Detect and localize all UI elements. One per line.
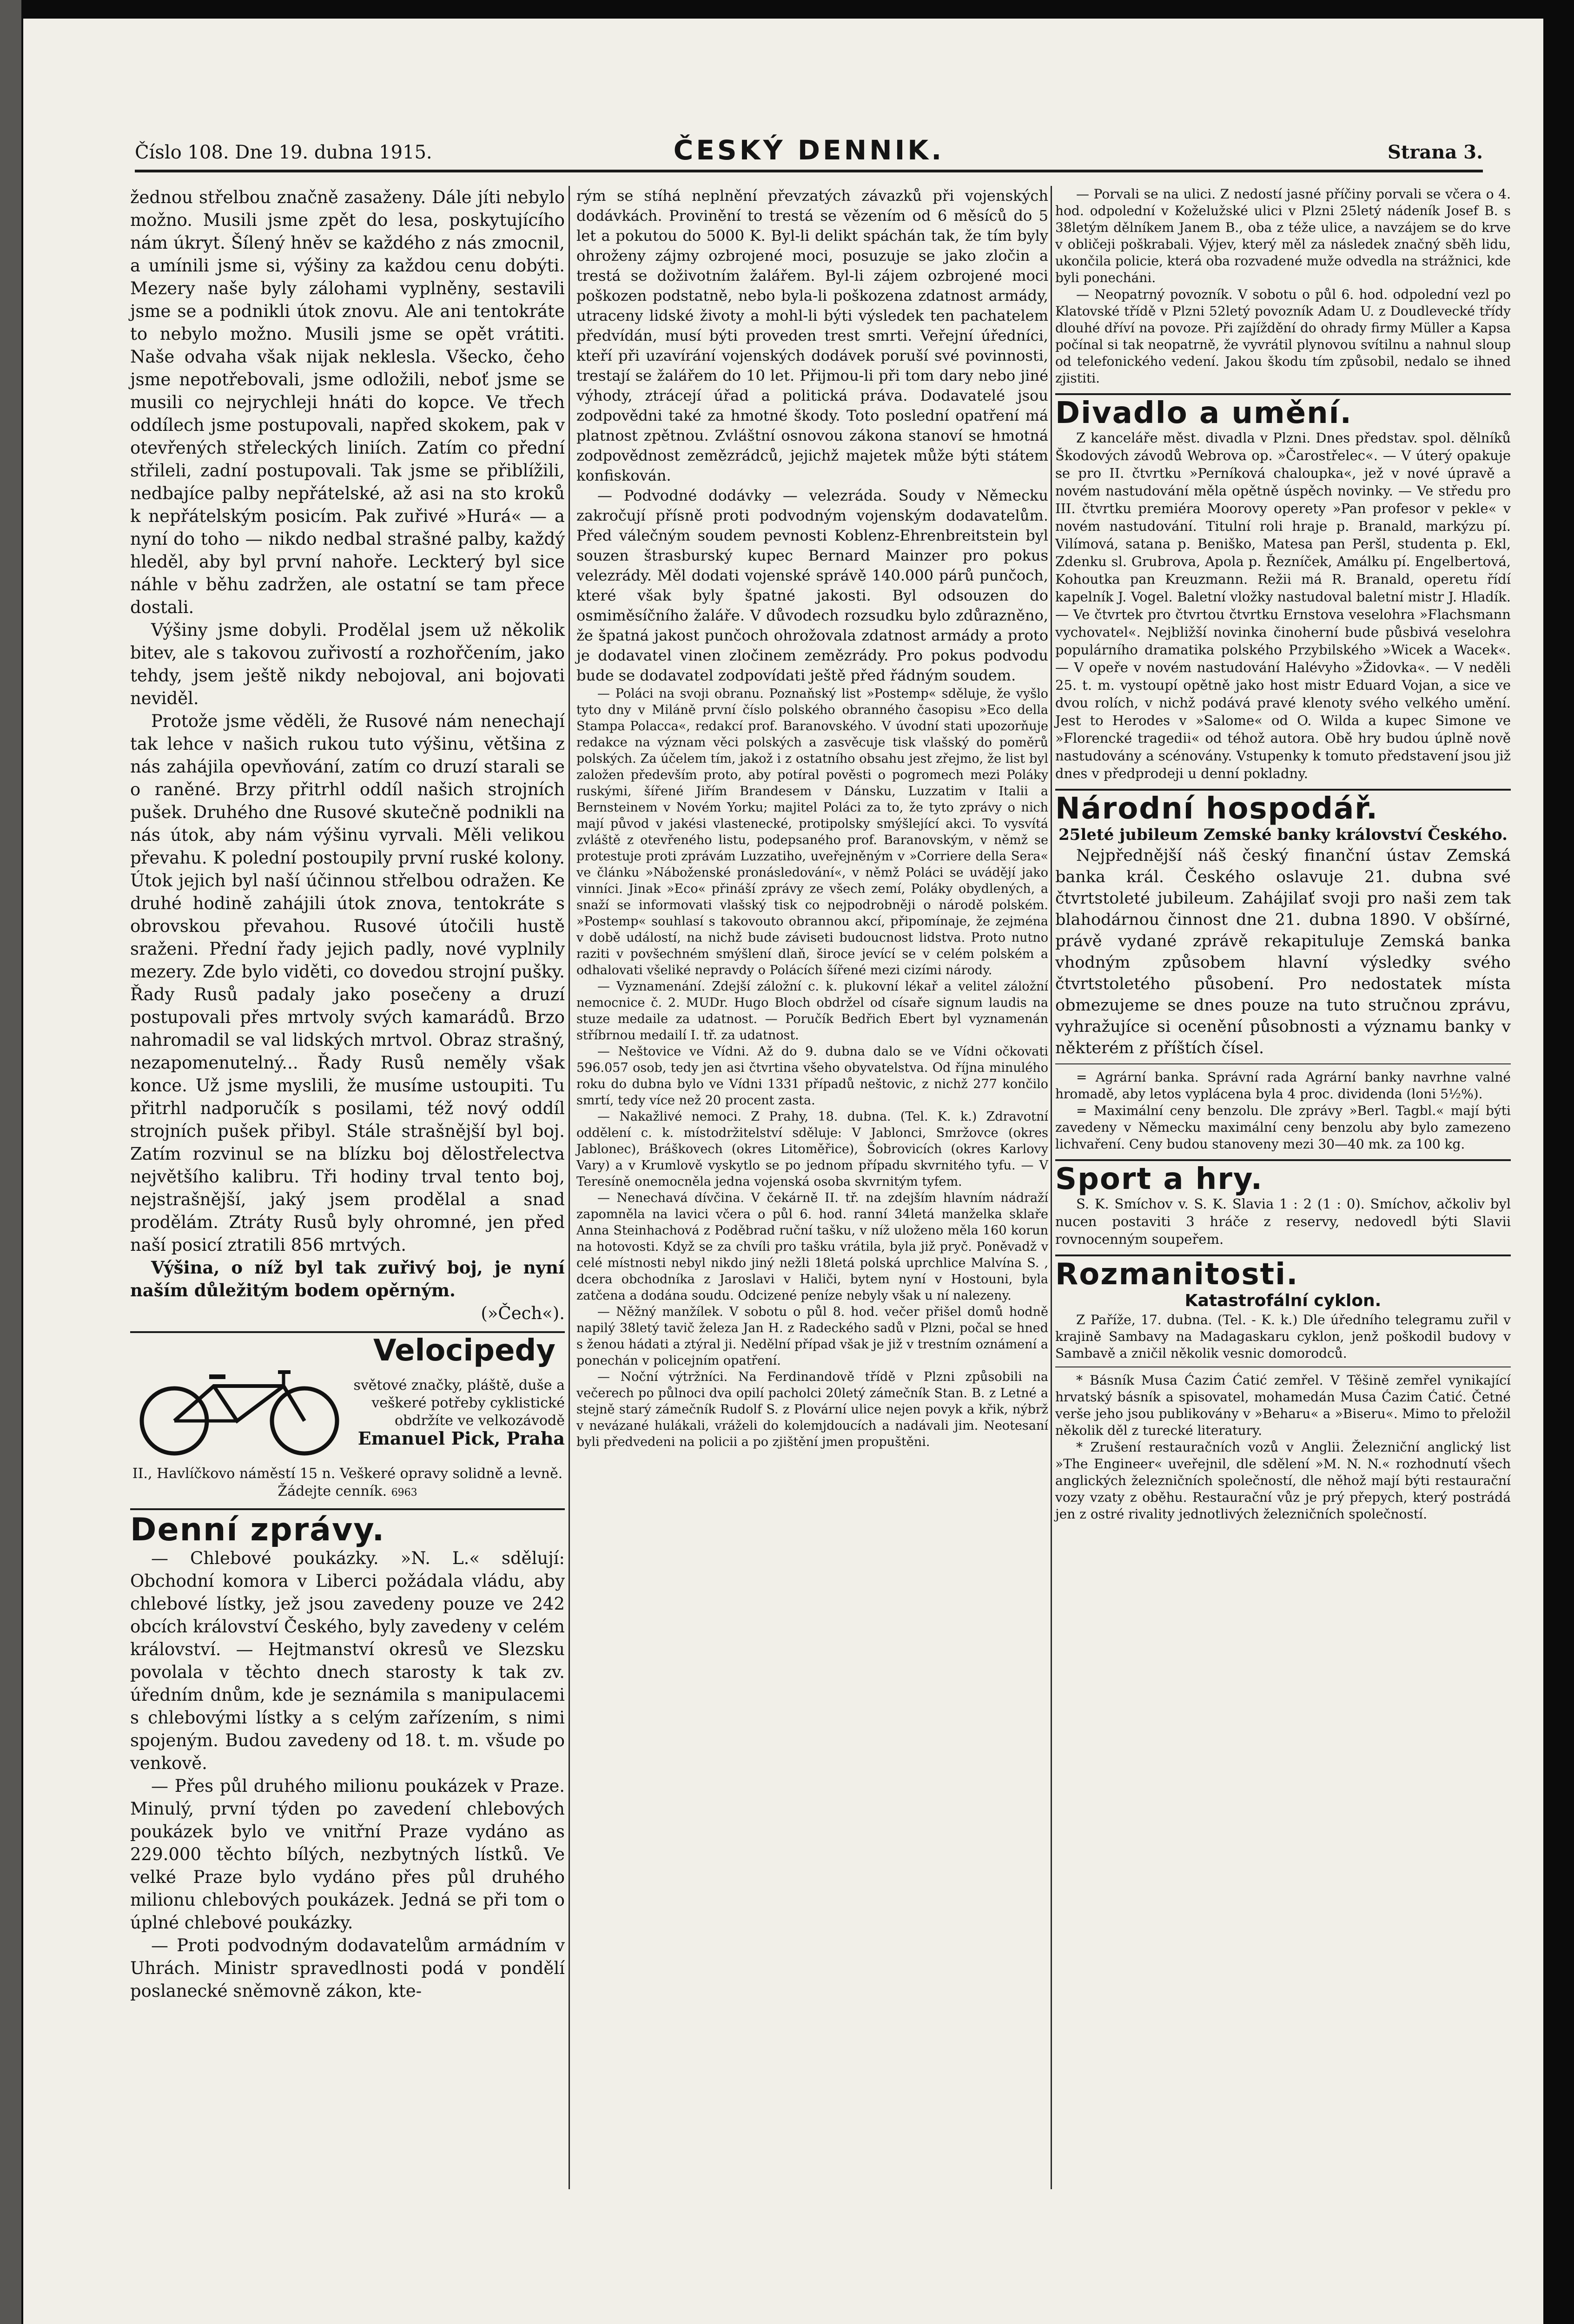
- column-3: [1055, 186, 1511, 1523]
- news-item: — Porvali se na ulici. Z nedostí jasné příčiny porvali se včera o 4. hod. odpolední v Koželužské ulici v Plzni 25letý nádeník Josef B. s 38letým dělníkem Janem B., oba z téže ulice, a navzájem se do krve v obličeji poškrabali. Výjev, který měl za následek značný sběh lidu, ukončila policie, která oba rozvadené muže odvedla na strážnici, kde byli ponecháni.: [1055, 186, 1511, 285]
- news-item: rým se stíhá neplnění převzatých závazků při vojenských dodávkách. Provinění to trestá se vězením od 6 měsíců do 5 let a pokutou do 5000 K. Byl-li delikt spáchán tak, že tím byly ohroženy zájmy ozbrojené moci, posuzuje se jako zločin a trestá se doživotním žalářem. Byl-li zájem ozbrojené moci poškozen podstatně, nebo byla-li poškozena zdatnost armády, utraceny lidské životy a mohl-li býti výsledek ten pachatelem předvídán, musí býti proveden trest smrti. Veřejní úředníci, kteří při uzavírání vojenských dodávek poruší své povinnosti, trestají se žalářem do 10 let. Přijmou-li při tom dary nebo jiné výhody, ztrácejí úřad a politická práva. Dodavatelé jsou zodpovědni také za hmotné škody. Toto poslední opatření má platnost zpětnou. Zvláštní osnovou zákona stanoví se hmotná zodpovědnost zemězrádců, jejichž majetek může býti státem konfiskován.: [576, 187, 1048, 484]
- ad-code: 6963: [391, 1487, 417, 1499]
- divider: [1055, 789, 1511, 791]
- issue-info: Číslo 108. Dne 19. dubna 1915.: [135, 142, 432, 163]
- newspaper-page: [23, 19, 1543, 2324]
- news-item: — Něžný manžílek. V sobotu o půl 8. hod. večer přišel domů hodně napilý 38letý tavič železa Jan H. z Radeckého sadů v Plzni, počal se hned s ženou hádati a ztýral ji. Nedělní případ však je již v trestním oznámení a ponechán v policejním opatření.: [576, 1305, 1048, 1368]
- ad-address: [130, 1465, 565, 1502]
- theatre-news: Z kanceláře měst. divadla v Plzni. Dnes představ. spol. dělníků Škodových závodů Webrova op. »Čarostřelec«. — V úterý opakuje se pro II. čtvrtku »Perníková chaloupka«, jež v nové úpravě a novém nastudování měla opětně úspěch novinky. — Ve středu pro III. čtvrtku premiéra Moorovy operety »Pan profesor v pekle« v novém nastudování. Titulní roli hraje p. Branald, markýzu pí. Vilímová, satana p. Beniško, Matesa pan Peršl, studenta p. Ekl, Zdenku sl. Grubrova, Apola p. Řezníček, Amálku pí. Engelbertová, Kohoutka pan Kreuzmann. Režii má R. Branald, operetu řídí kapelník J. Vogel. Baletní vložky nastudoval baletní mistr J. Hladík. — Ve čtvrtek pro čtvrtou čtvrtku Ernstova veselohra »Flachsmann vychovatel«. Nejbližší novinka činoherní bude půsbivá veselohra populárního dramatika polského Przybilského »Wicek a Wacek«. — V opeře v novém nastudování Halévyho »Židovka«. — V neděli 25. t. m. vystoupí opětně jako host mistr Eduard Vojan, a sice ve dvou rolích, v nichž podává pravé klenoty svého velkého umění. Jest to Herodes v »Salome« od O. Wilda a kupec Simone ve »Florencké tragedii« od téhož autora. Obě hry budou úplně nově nastudovány a scénovány. Vstupenky k tomuto představení jsou již dnes v předprodeji u denní pokladny.: [1055, 430, 1511, 781]
- news-item: — Poláci na svoji obranu. Poznaňský list »Postemp« sděluje, že vyšlo tyto dny v Miláně první číslo polského obranného časopisu »Eco della Stampa Polacca«, redakcí prof. Baranovského. V úvodní stati upozorňuje redakce na význam věci polských a zasvěcuje tisk vlašský do poměrů polských. Za účelem tím, jakož i z ostatního obsahu jest zřejmo, že list byl založen především proto, aby potíral pověsti o pogromech mezi Poláky ruskými, šířené Jiřím Brandesem v Dánsku, Luzzatim v Italii a Bernsteinem v Novém Yorku; majitel Poláci za to, že tyto zprávy o nich mají původ v jakési vlastenecké, protipolsky smýšlející akci. To vysvítá zvláště z otevřeného listu, podepsaného prof. Baranovským, v němž se protestuje proti zprávám Luzzatiho, uveřejněným v »Corriere della Sera« ve článku »Náboženské pronásledování«, v němž Poláci se uvádějí jako vinníci. Jinak »Eco« přináší zprávy ze všech zemí, Poláky obydlených, a snaží se informovati vlašský tisk co nejpodrobněji o národě polském. »Postemp« souhlasí s takovouto obrannou akcí, připomínaje, že zejména v době událostí, na nichž bude záviseti budoucnost lidstva. Proto nutno raziti v povšechném smýšlení dlaň, široce jevící se v celém polském a odhalovati všeliké nepravdy o Polácích šířené mezi cizími národy.: [576, 687, 1048, 977]
- section-title-sport: Sport a hry.: [1055, 1162, 1263, 1196]
- page-header: [135, 134, 1483, 172]
- misc-news: * Básník Musa Ćazim Ćatić zemřel. V Těšině zemřel vynikající hrvatský básník a spisovatel, mohamedán Musa Ćazim Ćatić. Četné verše jeho jsou publikovány v »Beharu« a »Biseru«. Mimo to přeložil několik děl z turecké literatury.: [1055, 1373, 1511, 1438]
- divider: [1055, 1063, 1511, 1064]
- divider: [1055, 1159, 1511, 1161]
- column-2: [576, 186, 1048, 1450]
- economy-news: = Agrární banka. Správní rada Agrární banky navrhne valné hromadě, aby letos vyplácena byla 4 proc. dividenda (loni 5½%).: [1055, 1070, 1511, 1102]
- section-title-economy: Národní hospodář.: [1055, 792, 1379, 826]
- ad-description: světové značky, pláště, duše a veškeré potřeby cyklistické obdržíte ve velkozávodě: [353, 1377, 565, 1429]
- divider: [1055, 393, 1511, 395]
- source-signature: (»Čech«).: [481, 1303, 565, 1323]
- divider: [130, 1508, 565, 1510]
- economy-news: = Maximální ceny benzolu. Dle zprávy »Berl. Tagbl.« mají býti zavedeny v Německu maximální ceny benzolu aby bylo zamezeno lichvaření. Ceny budou stanoveny mezi 30—40 mk. za 100 kg.: [1055, 1103, 1511, 1152]
- news-item: — Přes půl druhého milionu poukázek v Praze. Minulý, první týden po zavedení chlebových poukázek bylo ve vnitřní Praze vydáno as 229.000 těchto bílých, nezbytných lístků. Ve velké Praze bylo vydáno přes půl druhého milionu chlebových poukázek. Jedná se při tom o úplné chlebové poukázky.: [130, 1776, 565, 1933]
- news-item: — Neopatrný povozník. V sobotu o půl 6. hod. odpolední vezl po Klatovské třídě v Plzni 52letý povozník Adam U. z Doudlevecké třídy dlouhé dříví na povoze. Při zajíždění do ohrady firmy Müller a Kapsa počínal si tak neopatrně, že vyvrátil plynovou svítilnu a nahnul sloup od telefonického vedení. Jakou škodu tím způsobil, nedalo se ihned zjistiti.: [1055, 287, 1511, 386]
- sport-news: S. K. Smíchov v. S. K. Slavia 1 : 2 (1 : 0). Smíchov, ačkoliv byl nucen postaviti 3 hráče z reservy, nedovedl býti Slavii rovnocenným soupeřem.: [1055, 1196, 1511, 1247]
- bicycle-advertisement: [130, 1334, 565, 1460]
- section-title-daily-news: Denní zprávy.: [130, 1512, 385, 1548]
- news-item: — Podvodné dodávky — velezráda. Soudy v Německu zakročují přísně proti podvodným vojenským dodavatelům. Před válečným soudem pevnosti Koblenz-Ehrenbreitstein byl souzen štrasburský kupec Bernard Mainzer pro pokus velezrády. Měl dodati vojenské správě 140.000 párů punčoch, které však byly špatné jakosti. Byl odsouzen do osmiměsíčního žaláře. V důvodech rozsudku bylo zdůrazněno, že špatná jakost punčoch ohrožovala zdatnost armády a proto je dodavatel vinen zločinem zemězrády. Pro pokus podvodu bude se dodavatel zodpovídati ještě před řádným soudem.: [576, 487, 1048, 684]
- misc-news: * Zrušení restauračních vozů v Anglii. Železniční anglický list »The Engineer« uveřejnil, dle sdělení »M. N. N.« rozhodnutí všech anglických železničních společností, dle něhož mají býti restaurační vozy vzaty z oběhu. Restaurační vůz je prý přepych, který postrádá jen z ostré rivality jednotlivých železničních společností.: [1055, 1439, 1511, 1522]
- war-paragraph: Výšina, o níž byl tak zuřivý boj, je nyní naším důležitým bodem opěrným.: [130, 1257, 565, 1301]
- divider: [1055, 1254, 1511, 1256]
- war-paragraph: Výšiny jsme dobyli. Prodělal jsem už několik bitev, ale s takovou zuřivostí a rozhořčením, jako tehdy, jsem ještě nikdy nebojoval, ani bojovati neviděl.: [130, 620, 565, 708]
- war-paragraph: Protože jsme věděli, že Rusové nám nenechají tak lehce v našich rukou tuto výšinu, většina z nás zahájila opevňování, zatím co druzí starali se o raněné. Brzy přitrhl oddíl našich strojních pušek. Druhého dne Rusové skutečně podnikli na nás útok, aby nám výšinu vyrvali. Měli velikou převahu. K polední postoupily první ruské kolony. Útok jejich byl naší účinnou střelbou odražen. Ke druhé hodině zahájili útok znova, tentokráte s obrovskou převahou. Rusové útočili hustě sraženi. Přední řady jejich padly, nové vyplnily mezery. Zde bylo viděti, co dovedou strojní pušky. Řady Rusů padaly jako posečeny a druzí postupovali přes mrtvoly svých kamarádů. Brzo nahromadil se val lidských mrtvol. Obraz strašný, nezapomenutelný... Řady Rusů neměly však konce. Už jsme myslili, že musíme ustoupiti. Tu přitrhl nadporučík s posilami, též nový oddíl strojních pušek přibyl. Stále strašnější byl boj. Zatím rozvinul se na blízku boj dělostřelectva největšího kalibru. Tři hodiny trval tento boj, nejstrašnější, jaký jsem prodělal a snad prodělám. Ztráty Rusů byly ohromné, jen před naší posicí ztratili 856 mrtvých.: [130, 711, 565, 1255]
- ad-title: Velocipedy: [373, 1334, 556, 1368]
- divider: [130, 1331, 565, 1333]
- ad-brand: Emanuel Pick, Praha: [357, 1428, 565, 1449]
- left-page-edge: [0, 0, 21, 2324]
- column-rule-2: [1051, 186, 1052, 2189]
- ad-address-text: II., Havlíčkovo náměstí 15 n. Veškeré opravy solidně a levně. Žádejte cenník.: [132, 1466, 563, 1499]
- column-1: [130, 186, 565, 2002]
- page-number: Strana 3.: [1387, 141, 1483, 163]
- bicycle-icon: [130, 1358, 349, 1456]
- news-item: — Proti podvodným dodavatelům armádním v Uhrách. Ministr spravedlnosti podá v pondělí poslanecké sněmovně zákon, kte-: [130, 1935, 565, 2001]
- news-item: — Nakažlivé nemoci. Z Prahy, 18. dubna. (Tel. K. k.) Zdravotní oddělení c. k. místodržitelství sděluje: V Jablonci, Smržovce (okres Jablonec), Bráškovech (okres Litoměřice), Šobrovicích (okres Karlovy Vary) a v Krumlově vyskytlo se po jednom případu skvrnitého tyfu. — V Teresíně onemocněla jedna vojenská osoba skvrnitým tyfem.: [576, 1109, 1048, 1189]
- war-paragraph: žednou střelbou značně zasaženy. Dále jíti nebylo možno. Musili jsme zpět do lesa, poskytujícího nám úkryt. Šílený hněv se každého z nás zmocnil, a umínili jsme si, výšiny za každou cenu dobýti. Mezery naše byly zálohami vyplněny, sestavili jsme se a podnikli útok znovu. Ale ani tentokráte to nebylo možno. Musili jsme se opět vrátiti. Naše odvaha však nijak neklesla. Všecko, čeho jsme nepotřebovali, jsme odložili, neboť jsme se musili co nejrychleji hnáti do kopce. Ve třech oddílech jsme postupovali, napřed skokem, pak v otevřených střeleckých liniích. Zatím co přední střileli, zadní postupovali. Tak jsme se přiblížili, nedbajíce palby nepřátelské, až asi na sto kroků k nepřátelským posicím. Pak zuřivé »Hurá« — a nyní do toho — nikdo nedbal strašné palby, každý hleděl, aby byl první nahoře. Leckterý byl sice náhle v běhu zadržen, ale ostatní se tam přece dostali.: [130, 187, 565, 617]
- news-item: — Nenechavá dívčina. V čekárně II. tř. na zdejším hlavním nádraží zapomněla na lavici včera o půl 6. hod. ranní 34letá manželka sklaře Anna Steinhachová z Poděbrad ruční tašku, v níž uloženo měla 160 korun na hotovosti. Když se za chvíli pro tašku vrátila, byla již pryč. Poněvadž v celé místnosti nebyl nikdo jiný nežli 18letá polská uprchlice Malvína S. , dcera obchodníka z Jaroslavi v Haliči, bytem nyní v Hostouni, byla zatčena a dodána soudu. Odcizené peníze nebyly však u ní nalezeny.: [576, 1191, 1048, 1303]
- paper-title: ČESKÝ DENNIK.: [673, 134, 945, 166]
- news-item: — Chlebové poukázky. »N. L.« sdělují: Obchodní komora v Liberci požádala vládu, aby chlebové lístky, jež jsou zavedeny pouze ve 242 obcích království Českého, byly zavedeny v celém království. — Hejtmanství okresů ve Slezsku povolala v těchto dnech starosty k tak zv. úředním dnům, kde je seznámila s manipulacemi s chlebovými lístky a s celým zařízením, s nimi spojeným. Budou zavedeny od 18. t. m. všude po venkově.: [130, 1548, 565, 1773]
- news-item: — Noční výtržníci. Na Ferdinandově třídě v Plzni způsobili na večerech po půlnoci dva opilí pacholci 20letý zámečník Stan. B. z Letné a stejně starý zámečník Rudolf S. z Plovární ulice nejen povyk a křik, nýbrž v nevázané hulákali, vráželi do kolemjdoucích a nadávali jim. Neotesaní byli předvedeni na policii a po zjištění jmen propuštěni.: [576, 1370, 1048, 1449]
- column-rule-1: [569, 186, 570, 2189]
- news-item: — Vyznamenání. Zdejší záložní c. k. plukovní lékař a velitel záložní nemocnice č. 2. MUDr. Hugo Bloch obdržel od císaře signum laudis na stuze medaile za udatnost. — Poručík Bedřich Ebert byl vyznamenán stříbrnou medailí I. tř. za udatnost.: [576, 979, 1048, 1043]
- economy-news: Nejpřednější náš český finanční ústav Zemská banka král. Českého oslavuje 21. dubna své čtvrtstoleté jubileum. Zahájilať svoji pro naši zem tak blahodárnou činnost dne 21. dubna 1890. V obšírné, právě vydané zprávě rekapituluje Zemská banka vhodným způsobem hlavní výsledky svého čtvrtstoletého působení. Pro nedostatek místa obmezujeme se dnes pouze na tuto stručnou zprávu, vyhražujíce si ocenění působnosti a významu banky v některém z příštích čísel.: [1055, 846, 1511, 1057]
- section-title-theatre: Divadlo a umění.: [1055, 396, 1352, 430]
- economy-heading: 25leté jubileum Zemské banky království Českého.: [1058, 825, 1508, 844]
- misc-news: Z Paříže, 17. dubna. (Tel. - K. k.) Dle úředního telegramu zuřil v krajině Sambavy na Madagaskaru cyklon, jenž poškodil budovy v Sambavě a zničil několik vesnic domorodců.: [1055, 1312, 1511, 1361]
- misc-heading: Katastrofální cyklon.: [1184, 1291, 1382, 1310]
- section-title-miscellany: Rozmanitosti.: [1055, 1257, 1299, 1292]
- ad-text: [349, 1377, 565, 1447]
- news-item: — Neštovice ve Vídni. Až do 9. dubna dalo se ve Vídni očkovati 596.057 osob, tedy jen asi čtvrtina všeho obyvatelstva. Od října minulého roku do dubna bylo ve Vídni 1331 případů neštovic, z nichž 277 končilo smrtí, tedy více než 20 procent zasta.: [576, 1044, 1048, 1108]
